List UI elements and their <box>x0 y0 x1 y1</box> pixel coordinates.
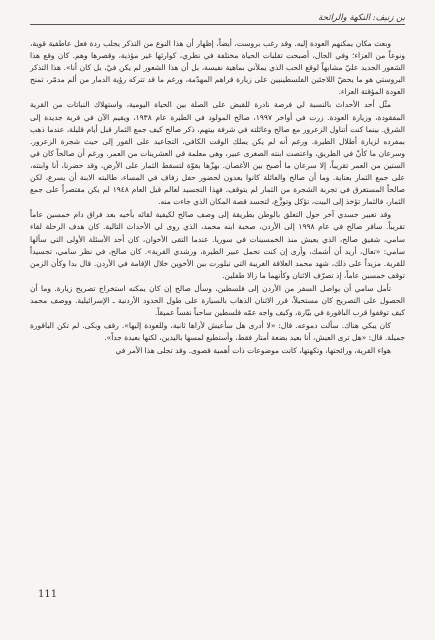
paragraph: مثّل أحد الأحداث بالنسبة لي فرصة نادرة للقبض على الصلة بين الحياة اليومية، واستهلاك النباتات من القرية المفقودة، وزيارة العودة. زرت في أواخر ١٩٩٧، صالح المولود في الطيرة عام ١٩٣٨، ويقيم الآن في قرية جديدة إلى الشرق. بينما كنت أتناول الزعرور مع صالح وعائلته في شرفة بيتهم، ذكر صالح كيف جمع الثمار قبل أيام قليلة، عندما ذهب بمفرده لزيارة أطلال الطيرة. ورغم أنه لم يكن يملك الوقت الكافي، التجاعيد على الفور إلى حيث شجرة الزعرور. وسرعان ما كأنّ في الطريق، واعتصت ابنته الصغرى عبير، وهي معلمة في العشرينات من العمر. ورغم أن صالحاً كان في الستين من العمر تقريباً، إلا سرعان ما أصبح بين الأغصان. بهزّها بقوّة لتسقط الثمار على الأرض، وقد حضرنا، أنا وابنته، على جمع الثمار بعناية. وما أن صالح والعائلة كانوا يعدون لحضور حفل زفاف في المساء، طالبته الابنة أن يسرع، لكن صالحاً المستغرق في تجربة الشجرة من الثمار لم يتوقف. فهذا التجسيد لعالم قبل العام ١٩٤٨ لم يكن مقتصراً على جمع الثمار، فالثمار تؤخذ إلى البيت، تؤكل وتوزَّع، لتجسد قصة المكان الذي جاءت منه. <box>30 100 405 207</box>
body-text <box>30 38 405 578</box>
paragraph: تأمل سامي أن يواصل السفر من الأردن إلى فلسطين، وسأل صالح إن كان يمكنه استخراج تصريح زيارة. وما أن الحصول على التصريح كان مستحيلاً، قرر الاثنان الذهاب بالسيارة على طول الحدود الأردنية ـ الإسرائيلية. ووصف محمد كيف توقفوا قرب الباقورة في بيّارة، وكيف واجه عمّه فلسطين ساحباً نفساً عميقاً. <box>30 283 405 318</box>
paragraph: وبعث مكان يمكنهم العودة إليه. وقد رغب بروست، أيضاً، إظهار أن هذا النوع من التذكر يجلب ردة فعل عاطفية قوية، ونوعاً من العزاء؛ وفي الحال، أصبحت تقلبات الحياة مختلفة في نظري، كوارثها غير مؤذية، وقصرها وهم. كان وقع هذا الشعور الجديد عليّ مشابهاً لوقع الحب الذي يملأني بماهية نفيسة، بل أن هذا الشعور لم يكن فيّ، بل كان أنا». هذا التذكر البروستي هو ما يحضّ اللاجئين الفلسطينيين على زيارة قراهم المهدّمة، ورغم ما قد تتركه رؤية الدمار من ألم مدمّر، تمنح العودة المؤقتة العزاء. <box>30 39 405 97</box>
page-number: 111 <box>38 589 58 600</box>
paragraph: وقد تعبير جسدي آخر حول التعلق بالوطن بطريقة إلى وصف صالح لكيفية لقائه بأخيه بعد فراق دام خمسين عاماً تقريباً. سافر صالح في عام ١٩٩٨ إلى الأردن، صحبة ابنه محمد، الذي روى لي الأحداث التالية. كان هدف الرحلة لقاء سامي، شقيق صالح، الذي يعيش منذ الخمسينات في سوريا. عندما التقى الأخوان، كان أحد الأسئلة الأولى التي سألها سامي: «تعال، أريد أن أشمك، وأرى إن كنت تحمل عبير الطيرة، ورشدي القرية». كان صالح، في نظر سامي، تجسيداً للقرية. مزيداً على ذلك، شهد محمد العلاقة الغريبة التي تبلورت بين الأخوين خلال الإقامة في الأردن. قال بدا وكأن الزمن توقف خمسين عاماً، إذ تصرّف الاثنان وكأنهما ما زالا طفلين. <box>30 210 405 280</box>
paragraph: كان يبكي هناك. سألت دموعه. قال: «لا أدرى هل سأعيش لأراها ثانية، وللعودة إليها». رقف وبكى. لم تكن الباقورة جميلة. قال: «هل ترى العيش، أنا بعيد بضعة أمتار فقط، وأستطيع لمسها باليدين، لكنها بعيدة جداً». <box>30 321 405 343</box>
paragraph: هواء القرية، ورائحتها، وتكهتها، كانت موضوعات ذات أهمية قصوى. وقد تجلى هذا الأمر في <box>115 346 391 356</box>
header-rule <box>30 24 405 25</box>
running-head: بن زنيف: النكهة والرائحة <box>318 13 405 23</box>
